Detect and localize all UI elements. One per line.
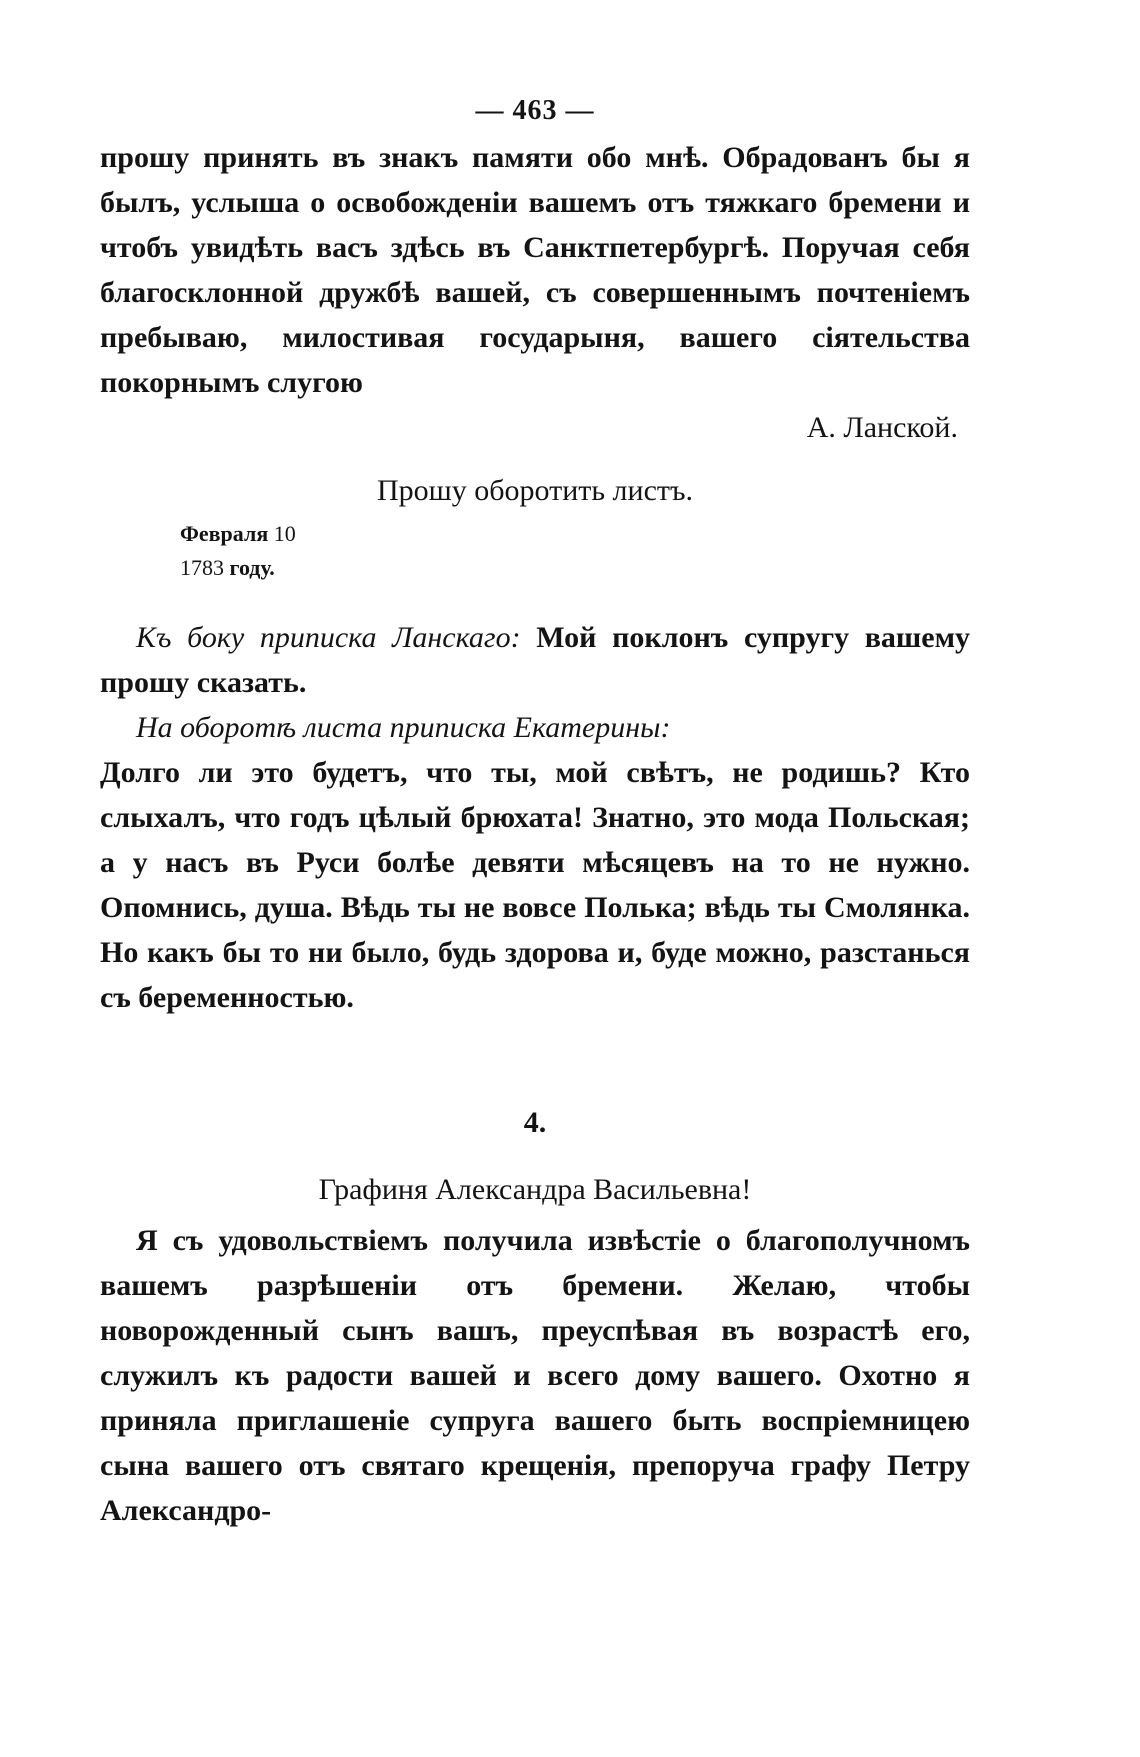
side-note-label: Къ боку приписка Ланскаго: [136,621,521,654]
letter-4-body: Я съ удовольствіемъ получила извѣстіе о благополучномъ вашемъ разрѣшеніи отъ бремени. Желаю, чтобы новорожденный сынъ вашъ, преуспѣвая въ возрастѣ его, служилъ къ радости вашей и всего дому вашего. Охотно я приняла приглашеніе супруга вашего быть воспріемницею сына вашего отъ святаго крещенія, препоруча графу Петру Александро- [100,1224,970,1527]
date-year: 1783 [180,555,224,580]
date-year-word: году. [229,555,275,580]
letter-date [180,517,970,585]
signature-lanskoy: А. Ланской. [806,411,958,444]
reverse-note-heading [100,705,970,750]
salutation: Графиня Александра Васильевна! [318,1173,752,1206]
page-number: — 463 — [475,95,595,126]
reverse-note-label: На оборотѣ листа приписка Екатерины: [136,711,671,744]
side-note [100,615,970,705]
spacer [100,585,970,615]
date-day: 10 [273,521,296,546]
document-page [100,95,970,1533]
date-month: Февраля [180,521,269,546]
turn-page-note: Прошу оборотить листъ. [376,474,694,507]
letter-continuation: прошу принять въ знакъ памяти обо мнѣ. Обрадованъ бы я былъ, услыша о освобожденіи вашемъ отъ тяжкаго бремени и чтобъ увидѣть васъ здѣсь въ Санктпетербургѣ. Поручая себя благосклонной дружбѣ вашей, съ совершеннымъ почтеніемъ пребываю, милостивая государыня, вашего сіятельства покорнымъ слугою [100,141,970,399]
side-note-text: Мой поклонъ супругу вашему прошу сказать. [100,621,971,699]
section-number: 4. [523,1106,547,1139]
reverse-note-text: Долго ли это будетъ, что ты, мой свѣтъ, не родишь? Кто слыхалъ, что годъ цѣлый брюхата! Знатно, это мода Польская; а у насъ въ Руси болѣе девяти мѣсяцевъ на то не нужно. Опомнись, душа. Вѣдь ты не вовсе Полька; вѣдь ты Смолянка. Но какъ бы то ни было, будь здорова и, буде можно, разстанься съ беременностью. [100,756,970,1014]
spacer [100,1020,970,1100]
